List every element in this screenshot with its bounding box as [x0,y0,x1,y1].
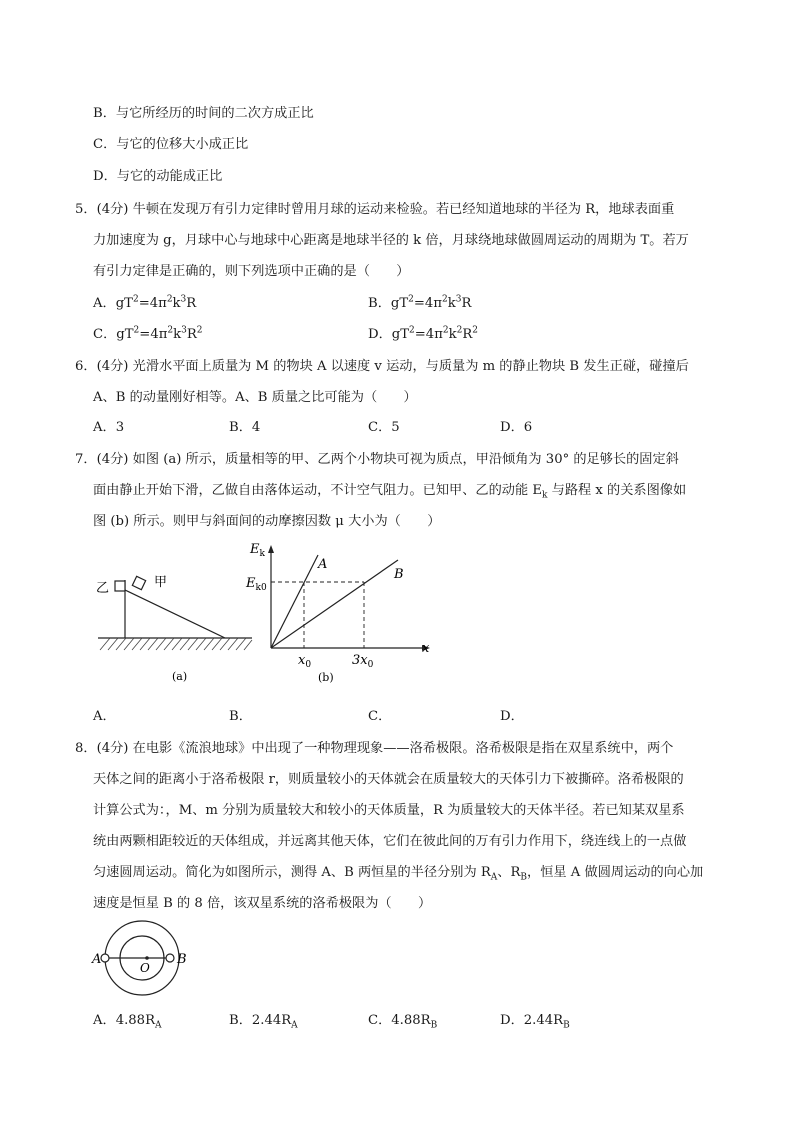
ek0-label: $E_{k0}$ [246,576,267,593]
tick-3x0: $3x_0$ [352,653,374,670]
star-a [101,954,109,962]
q5-option-c: C．$gT^2=4\pi^2k^3R^2$ [93,325,203,342]
q8-stem-line3: 计算公式为：，M、m 分别为质量较大和较小的天体质量，R 为质量较大的天体半径。若已知某双星系 [93,803,685,818]
q4-option-b: B．与它所经历的时间的二次方成正比 [93,106,314,121]
q7-figure-b [240,538,440,688]
q4-option-c: C．与它的位移大小成正比 [93,137,249,152]
q5-option-a: A．$gT^2=4\pi^2k^3R$ [93,294,197,311]
q6-option-d: D．6 [500,420,533,435]
q7-stem-line3: 图 (b) 所示。则甲与斜面间的动摩擦因数 μ 大小为（ ） [93,514,441,529]
caption-a: (a) [172,670,188,683]
q8-figure [88,915,198,1005]
q6-option-c: C．5 [368,420,400,435]
q8-option-a: A．$4.88R_A$ [93,1013,162,1031]
q7-option-b: B． [229,709,252,724]
q5-option-d: D．$gT^2=4\pi^2k^2R^2$ [368,325,478,342]
q5-stem-line3: 有引力定律是正确的，则下列选项中正确的是（ ） [93,264,410,279]
tick-x0: $x_0$ [298,653,312,670]
star-b [166,954,174,962]
q5-stem-line1: 5．(4分) 牛顿在发现万有引力定律时曾用月球的运动来检验。若已经知道地球的半径为 R，地球表面重 [75,202,675,217]
q8-stem-line5: 匀速圆周运动。简化为如图所示，测得 A、B 两恒星的半径分别为 $R_A$、$R_B$，恒星 A 做圆周运动的向心加 [93,865,704,883]
q7-stem-line1: 7．(4分) 如图 (a) 所示，质量相等的甲、乙两个小物块可视为质点，甲沿倾角为 30° 的足够长的固定斜 [75,452,679,467]
center-point [145,956,149,960]
q7-option-a: A． [93,709,116,724]
q5-option-b: B．$gT^2=4\pi^2k^3R$ [368,294,472,311]
q8-stem-line1: 8．(4分) 在电影《流浪地球》中出现了一种物理现象——洛希极限。洛希极限是指在双星系统中，两个 [75,741,674,756]
x-axis-label: x [422,641,430,656]
line-a-label: A [318,557,328,572]
label-yi: 乙 [96,581,110,596]
y-axis-label: $E_k$ [250,542,265,559]
q5-stem-line2: 力加速度为 g，月球中心与地球中心距离是地球半径的 k 倍，月球绕地球做圆周运动的周期为 T。若万 [93,233,689,248]
q8-stem-line2: 天体之间的距离小于洛希极限 r，则质量较小的天体就会在质量较大的天体引力下被撕碎。洛希极限的 [93,772,684,787]
label-o: O [140,961,150,975]
q6-option-b: B．4 [229,420,261,435]
q8-stem-line4: 统由两颗相距较近的天体组成，并远离其他天体，它们在彼此间的万有引力作用下，绕连线上的一点做 [93,834,687,849]
label-a: A [92,952,102,967]
caption-b: (b) [318,671,334,684]
line-a [271,555,318,648]
label-jia: 甲 [154,575,168,590]
q6-stem-line1: 6．(4分) 光滑水平面上质量为 M 的物块 A 以速度 v 运动，与质量为 m 的静止物块 B 发生正碰，碰撞后 [75,359,689,374]
q4-option-d: D．与它的动能成正比 [93,169,223,184]
q8-option-b: B．$2.44R_A$ [229,1013,298,1031]
block-jia [132,576,145,589]
q8-option-c: C．$4.88R_B$ [368,1013,438,1031]
block-yi [115,581,125,591]
label-b: B [177,952,187,967]
q7-stem-line2: 面由静止开始下滑，乙做自由落体运动，不计空气阻力。已知甲、乙的动能 $E_k$ 与路程 x 的关系图像如 [93,483,687,501]
q7-option-c: C． [368,709,392,724]
q6-stem-line2: A、B 的动量刚好相等。A、B 质量之比可能为（ ） [93,390,417,405]
q8-stem-line6: 速度是恒星 B 的 8 倍，该双星系统的洛希极限为（ ） [93,896,432,911]
line-b-label: B [394,567,404,582]
q7-figure-a [90,568,260,693]
q6-option-a: A．3 [93,420,125,435]
q7-option-d: D． [500,709,524,724]
line-b [271,560,398,648]
q8-option-d: D．$2.44R_B$ [500,1013,570,1031]
